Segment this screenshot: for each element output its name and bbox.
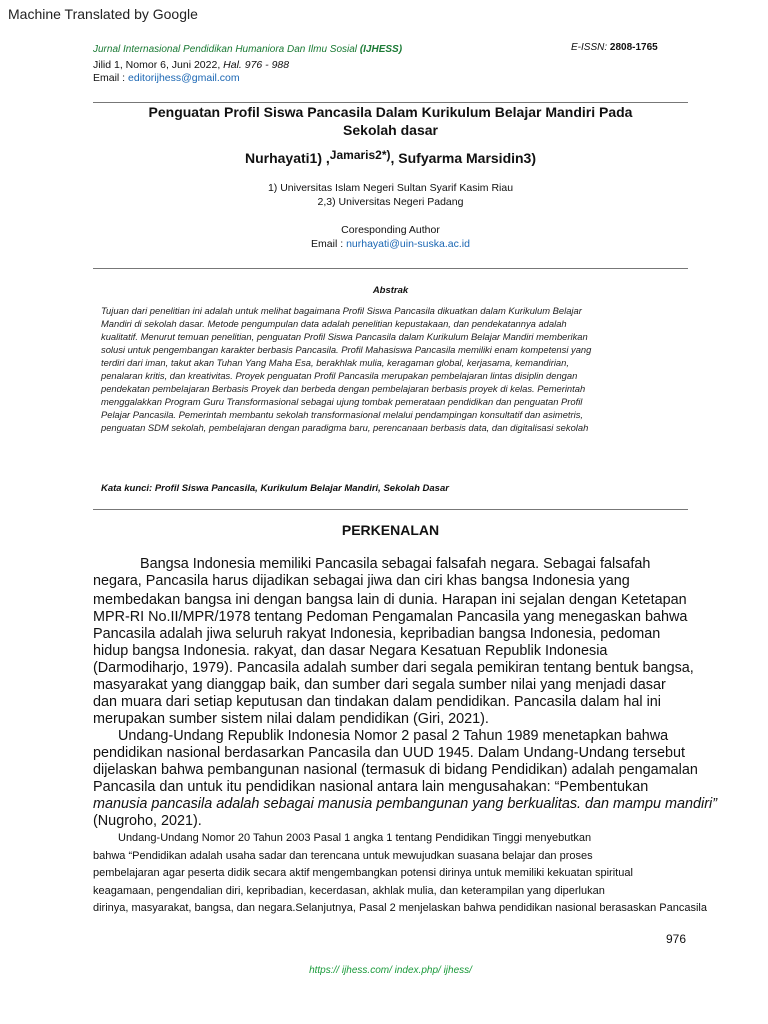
body-line: manusia pancasila adalah sebagai manusia pembangunan yang berkualitas. dan mampu mandiri” xyxy=(93,796,717,812)
abstract-line: Tujuan dari penelitian ini adalah untuk melihat bagaimana Profil Siswa Pancasila dikuatkan dalam Kurikulum Belajar xyxy=(101,305,582,316)
body-line: negara, Pancasila harus dijadikan sebagai jiwa dan ciri khas bangsa Indonesia yang xyxy=(93,573,630,589)
keywords: Kata kunci: Profil Siswa Pancasila, Kurikulum Belajar Mandiri, Sekolah Dasar xyxy=(101,483,449,494)
author-list xyxy=(93,150,688,166)
body-line-small: dirinya, masyarakat, bangsa, dan negara.Selanjutnya, Pasal 2 menjelaskan bahwa pendidikan nasional berasaskan Pancasila xyxy=(93,902,707,914)
abstract-line: penguatan SDM sekolah, pembelajaran dengan paradigma baru, perencanaan berbasis data, dan digitalisasi sekolah xyxy=(101,422,589,433)
journal-email-link[interactable]: editorijhess@gmail.com xyxy=(128,72,240,84)
title-line-2: Sekolah dasar xyxy=(343,122,438,138)
journal-abbreviation: (IJHESS) xyxy=(359,44,403,55)
volume-text: Jilid 1, Nomor 6, Juni 2022, xyxy=(93,59,221,71)
footer-url[interactable]: https:// ijhess.com/ index.php/ ijhess/ xyxy=(309,965,472,976)
body-line-small: bahwa “Pendidikan adalah usaha sadar dan terencana untuk mewujudkan suasana belajar dan proses xyxy=(93,850,593,862)
corresponding-email-label: Email : xyxy=(311,238,344,250)
abstract-line: Mandiri di sekolah dasar. Metode pengumpulan data adalah penelitian kepustakaan, dan pendekatannya adalah xyxy=(101,318,567,329)
author-2: Jamaris2*) xyxy=(329,148,391,162)
paper-title xyxy=(93,103,688,139)
issn-value: 2808-1765 xyxy=(609,42,658,53)
page-range: Hal. 976 - 988 xyxy=(223,59,290,71)
body-line-small: keagamaan, pengendalian diri, kepribadian, kecerdasan, akhlak mulia, dan keterampilan yang diperlukan xyxy=(93,885,605,897)
corresponding-email-link[interactable]: nurhayati@uin-suska.ac.id xyxy=(346,238,470,250)
affiliation-1: 1) Universitas Islam Negeri Sultan Syarif Kasim Riau xyxy=(267,182,514,194)
machine-translated-banner: Machine Translated by Google xyxy=(8,6,198,22)
abstract-heading: Abstrak xyxy=(372,285,409,296)
abstract-top-divider xyxy=(93,268,688,269)
issn-label: E-ISSN: xyxy=(571,42,608,53)
body-line: MPR-RI No.II/MPR/1978 tentang Pedoman Pengamalan Pancasila yang menegaskan bahwa xyxy=(93,609,688,625)
body-line: (Nugroho, 2021). xyxy=(93,813,202,829)
abstract-line: solusi untuk pengembangan karakter berbasis Pancasila. Profil Mahasiswa Pancasila memiliki enam kompetensi yang xyxy=(101,344,592,355)
body-line-small: pembelajaran agar peserta didik secara aktif mengembangkan potensi dirinya untuk memiliki kekuatan spiritual xyxy=(93,867,633,879)
abstract-line: menggalakkan Program Guru Transformasional sebagai ujung tombak pemerataan pendidikan dan penguatan Profil xyxy=(101,396,583,407)
issn xyxy=(571,42,658,53)
journal-name xyxy=(93,44,402,55)
journal-email xyxy=(93,72,240,84)
body-line: merupakan sumber sistem nilai dalam pendidikan (Giri, 2021). xyxy=(93,711,489,727)
body-line: hidup bangsa Indonesia. rakyat, dan dasar Negara Kesatuan Republik Indonesia xyxy=(93,643,608,659)
body-line: membedakan bangsa ini dengan bangsa lain di dunia. Harapan ini sejalan dengan Ketetapan xyxy=(93,592,687,608)
body-line: Pancasila dan untuk itu pendidikan nasional antara lain mengusahakan: “Pembentukan xyxy=(93,779,649,795)
body-line: masyarakat yang dianggap baik, dan sumber dari segala sumber nilai yang menjadi dasar xyxy=(93,677,666,693)
body-line-small: Undang-Undang Nomor 20 Tahun 2003 Pasal 1 angka 1 tentang Pendidikan Tinggi menyebutkan xyxy=(118,832,592,844)
journal-email-label: Email : xyxy=(93,72,126,84)
abstract-line: pendekatan pembelajaran Berbasis Proyek dan berbeda dengan pembelajaran berbasis proyek di kelas. Pemerintah xyxy=(101,383,586,394)
body-line: Bangsa Indonesia memiliki Pancasila sebagai falsafah negara. Sebagai falsafah xyxy=(140,556,651,572)
author-3: , Sufyarma Marsidin3) xyxy=(390,150,537,166)
body-line: Undang-Undang Republik Indonesia Nomor 2 pasal 2 Tahun 1989 menetapkan bahwa xyxy=(118,728,669,744)
corresponding-author-label: Coresponding Author xyxy=(341,224,440,236)
section-heading: PERKENALAN xyxy=(341,522,440,538)
author-1: Nurhayati1) , xyxy=(244,150,330,166)
abstract-line: terdiri dari iman, takut akan Tuhan Yang Maha Esa, berakhlak mulia, keragaman global, kerjasama, kemandirian, xyxy=(101,357,569,368)
volume-info xyxy=(93,59,289,71)
abstract-bottom-divider xyxy=(93,509,688,510)
corresponding-email xyxy=(93,238,688,250)
abstract-line: kualitatif. Menurut temuan penelitian, penguatan Profil Siswa Pancasila dalam Kurikulum Belajar Mandiri memberikan xyxy=(101,331,588,342)
body-line: Pancasila adalah jiwa seluruh rakyat Indonesia, kepribadian bangsa Indonesia, pedoman xyxy=(93,626,661,642)
abstract-line: penalaran kritis, dan kreativitas. Proyek penguatan Profil Pancasila merupakan pembelajaran lintas disiplin dengan xyxy=(101,370,578,381)
body-line: dan muara dari setiap keputusan dan tindakan dalam pendidikan. Pancasila dalam hal ini xyxy=(93,694,662,710)
affiliation-2: 2,3) Universitas Negeri Padang xyxy=(317,196,464,208)
journal-full-name: Jurnal Internasional Pendidikan Humaniora Dan Ilmu Sosial xyxy=(93,44,358,55)
body-line: (Darmodiharjo, 1979). Pancasila adalah sumber dari segala pemikiran tentang bentuk bangsa, xyxy=(93,660,694,676)
body-line: dijelaskan bahwa pembangunan nasional (termasuk di bidang Pendidikan) adalah pengamalan xyxy=(93,762,698,778)
page-number: 976 xyxy=(666,932,687,946)
body-line: pendidikan nasional berdasarkan Pancasila dan UUD 1945. Dalam Undang-Undang tersebut xyxy=(93,745,685,761)
abstract-line: Pelajar Pancasila. Pemerintah membantu sekolah transformasional melalui pendampingan konsultatif dan asimetris, xyxy=(101,409,584,420)
title-line-1: Penguatan Profil Siswa Pancasila Dalam Kurikulum Belajar Mandiri Pada xyxy=(148,104,633,120)
